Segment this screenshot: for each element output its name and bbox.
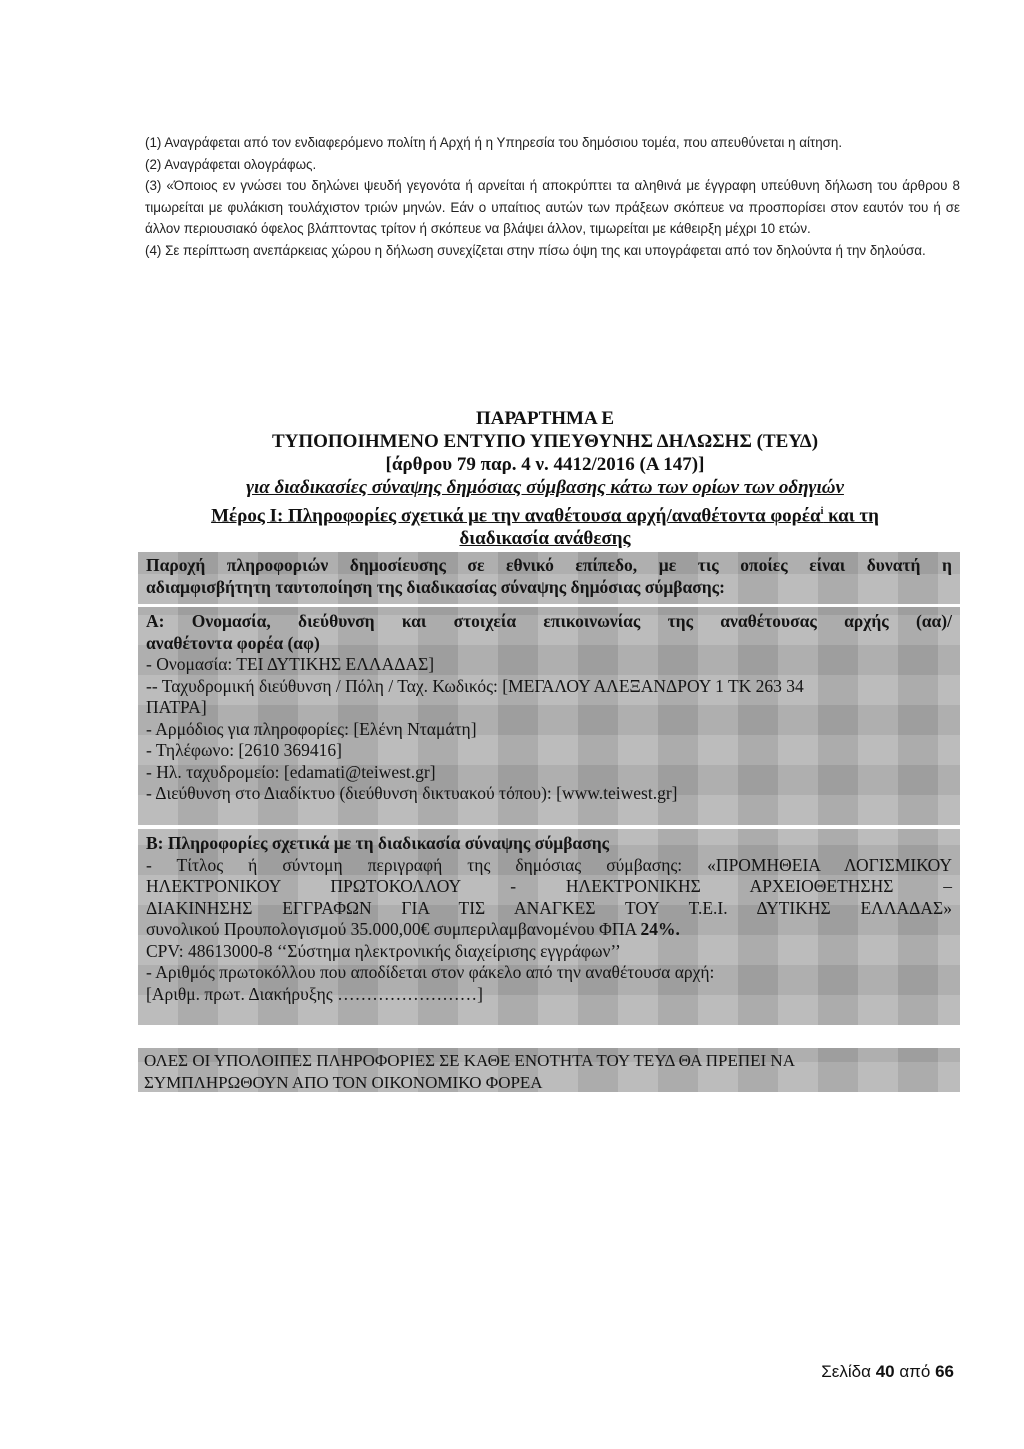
section-a-title-2: αναθέτοντα φορέα (αφ)	[146, 632, 320, 653]
budget-text: συνολικού Προυπολογισμού 35.000,00€ συμπεριλαμβανομένου ΦΠΑ	[146, 919, 641, 939]
vat-rate: 24%.	[640, 919, 680, 939]
legal-reference: [άρθρου 79 παρ. 4 ν. 4412/2016 (Α 147)]	[385, 454, 705, 475]
scope-subtitle: για διαδικασίες σύναψης δημόσιας σύμβασης κάτω των ορίων των οδηγιών	[246, 477, 844, 498]
footnote-4: (4) Σε περίπτωση ανεπάρκειας χώρου η δήλωση συνεχίζεται στην πίσω όψη της και υπογράφεται από τον δηλούντα ή την δηλούσα.	[145, 242, 926, 258]
footnote-1: (1) Αναγράφεται από τον ενδιαφερόμενο πολίτη ή Αρχή ή η Υπηρεσία του δημόσιου τομέα, που απευθύνεται η αίτηση.	[145, 135, 843, 150]
email: - Ηλ. ταχυδρομείο: [edamati@teiwest.gr]	[146, 761, 436, 782]
intro-line-1: Παροχή πληροφοριών δημοσίευσης σε εθνικό επίπεδο, με τις οποίες είναι δυνατή η	[146, 555, 952, 575]
phone: - Τηλέφωνο: [2610 369416]	[146, 740, 342, 760]
section-b-title: Β: Πληροφορίες σχετικά με τη διαδικασία σύναψης σύμβασης	[146, 833, 610, 853]
part-title-text-end: και τη	[823, 505, 879, 527]
page-of: από	[894, 1362, 936, 1381]
section-b-box	[138, 829, 960, 1025]
protocol-value: [Αριθμ. πρωτ. Διακήρυξης ……………………]	[146, 983, 483, 1004]
notice-line-2: ΣΥΜΠΛΗΡΩΘΟΥΝ ΑΠΟ ΤΟΝ ΟΙΚΟΝΟΜΙΚΟ ΦΟΡΕΑ	[144, 1072, 543, 1092]
notice-line-1: ΟΛΕΣ ΟΙ ΥΠΟΛΟΙΠΕΣ ΠΛΗΡΟΦΟΡΙΕΣ ΣΕ ΚΑΘΕ ΕΝΟΤΗΤΑ ΤΟΥ ΤΕΥΔ ΘΑ ΠΡΕΠΕΙ ΝΑ	[144, 1051, 795, 1070]
protocol-label: - Αριθμός πρωτοκόλλου που αποδίδεται στον φάκελο από την αναθέτουσα αρχή:	[146, 962, 715, 982]
contract-title-2: ΗΛΕΚΤΡΟΝΙΚΟΥ ΠΡΩΤΟΚΟΛΛΟΥ - ΗΛΕΚΤΡΟΝΙΚΗΣ ΑΡΧΕΙΟΘΕΤΗΣΗΣ –	[146, 876, 952, 896]
page-number	[821, 1362, 954, 1382]
footnote-marker: i	[820, 506, 824, 517]
footnote-2: (2) Αναγράφεται ολογράφως.	[145, 156, 317, 172]
annex-heading	[120, 407, 970, 499]
page-total: 66	[935, 1362, 954, 1381]
footnotes	[145, 132, 960, 261]
contract-title-1: - Τίτλος ή σύντομη περιγραφή της δημόσιας σύμβασης: «ΠΡΟΜΗΘΕΙΑ ΛΟΓΙΣΜΙΚΟΥ	[146, 854, 952, 875]
notice-box	[138, 1048, 960, 1092]
authority-name: - Ονομασία: ΤΕΙ ΔΥΤΙΚΗΣ ΕΛΛΑΔΑΣ]	[146, 654, 435, 674]
budget-line	[146, 919, 952, 941]
contract-title-3: ΔΙΑΚΙΝΗΣΗΣ ΕΓΓΡΑΦΩΝ ΓΙΑ ΤΙΣ ΑΝΑΓΚΕΣ ΤΟΥ Τ.Ε.Ι. ΔΥΤΙΚΗΣ ΕΛΛΑΔΑΣ»	[146, 897, 952, 918]
part-title	[150, 500, 940, 550]
publication-info-box	[138, 552, 960, 604]
annex-title: ΠΑΡΑΡΤΗΜΑ Ε	[475, 408, 615, 429]
website: - Διεύθυνση στο Διαδίκτυο (διεύθυνση δικτυακού τόπου): [www.teiwest.gr]	[146, 783, 678, 803]
contact-person: - Αρμόδιος για πληροφορίες: [Ελένη Νταμάτη]	[146, 718, 477, 739]
postal-address-1: -- Ταχυδρομική διεύθυνση / Πόλη / Ταχ. Κωδικός: [ΜΕΓΑΛΟΥ ΑΛΕΞΑΝΔΡΟΥ 1 ΤΚ 263 34	[146, 675, 804, 696]
page-current: 40	[875, 1362, 895, 1381]
part-title-line2: διαδικασία ανάθεσης	[459, 528, 631, 550]
form-title: ΤΥΠΟΠΟΙΗΜΕΝΟ ΕΝΤΥΠΟ ΥΠΕΥΘΥΝΗΣ ΔΗΛΩΣΗΣ (ΤΕΥΔ)	[271, 431, 819, 452]
section-a-title-1: Α: Ονομασία, διεύθυνση και στοιχεία επικοινωνίας της αναθέτουσας αρχής (αα)/	[146, 611, 952, 631]
cpv-code: CPV: 48613000-8 ‘‘Σύστημα ηλεκτρονικής διαχείρισης εγγράφων’’	[146, 940, 621, 961]
part-title-text: Μέρος Ι: Πληροφορίες σχετικά με την αναθέτουσα αρχή/αναθέτοντα φορέα	[211, 505, 821, 527]
page-label: Σελίδα	[821, 1362, 876, 1381]
footnote-3: (3) «Όποιος εν γνώσει του δηλώνει ψευδή γεγονότα ή αρνείται ή αποκρύπτει τα αληθινά με έγγραφη υπεύθυνη δήλωση του άρθρου 8 τιμωρείται με φυλάκιση τουλάχιστον τριών μηνών. Εάν ο υπαίτιος αυτών των πράξεων σκόπευε να προσπορίσει στον εαυτόν του ή σε άλλον περιουσιακό όφελος βλάπτοντας τρίτον ή σκόπευε να βλάψει άλλον, τιμωρείται με κάθειρξη μέχρι 10 ετών.	[145, 178, 960, 236]
intro-line-2: αδιαμφισβήτητη ταυτοποίηση της διαδικασίας σύναψης δημόσιας σύμβασης:	[146, 576, 725, 597]
postal-address-2: ΠΑΤΡΑ]	[146, 697, 207, 717]
section-a-box	[138, 607, 960, 825]
